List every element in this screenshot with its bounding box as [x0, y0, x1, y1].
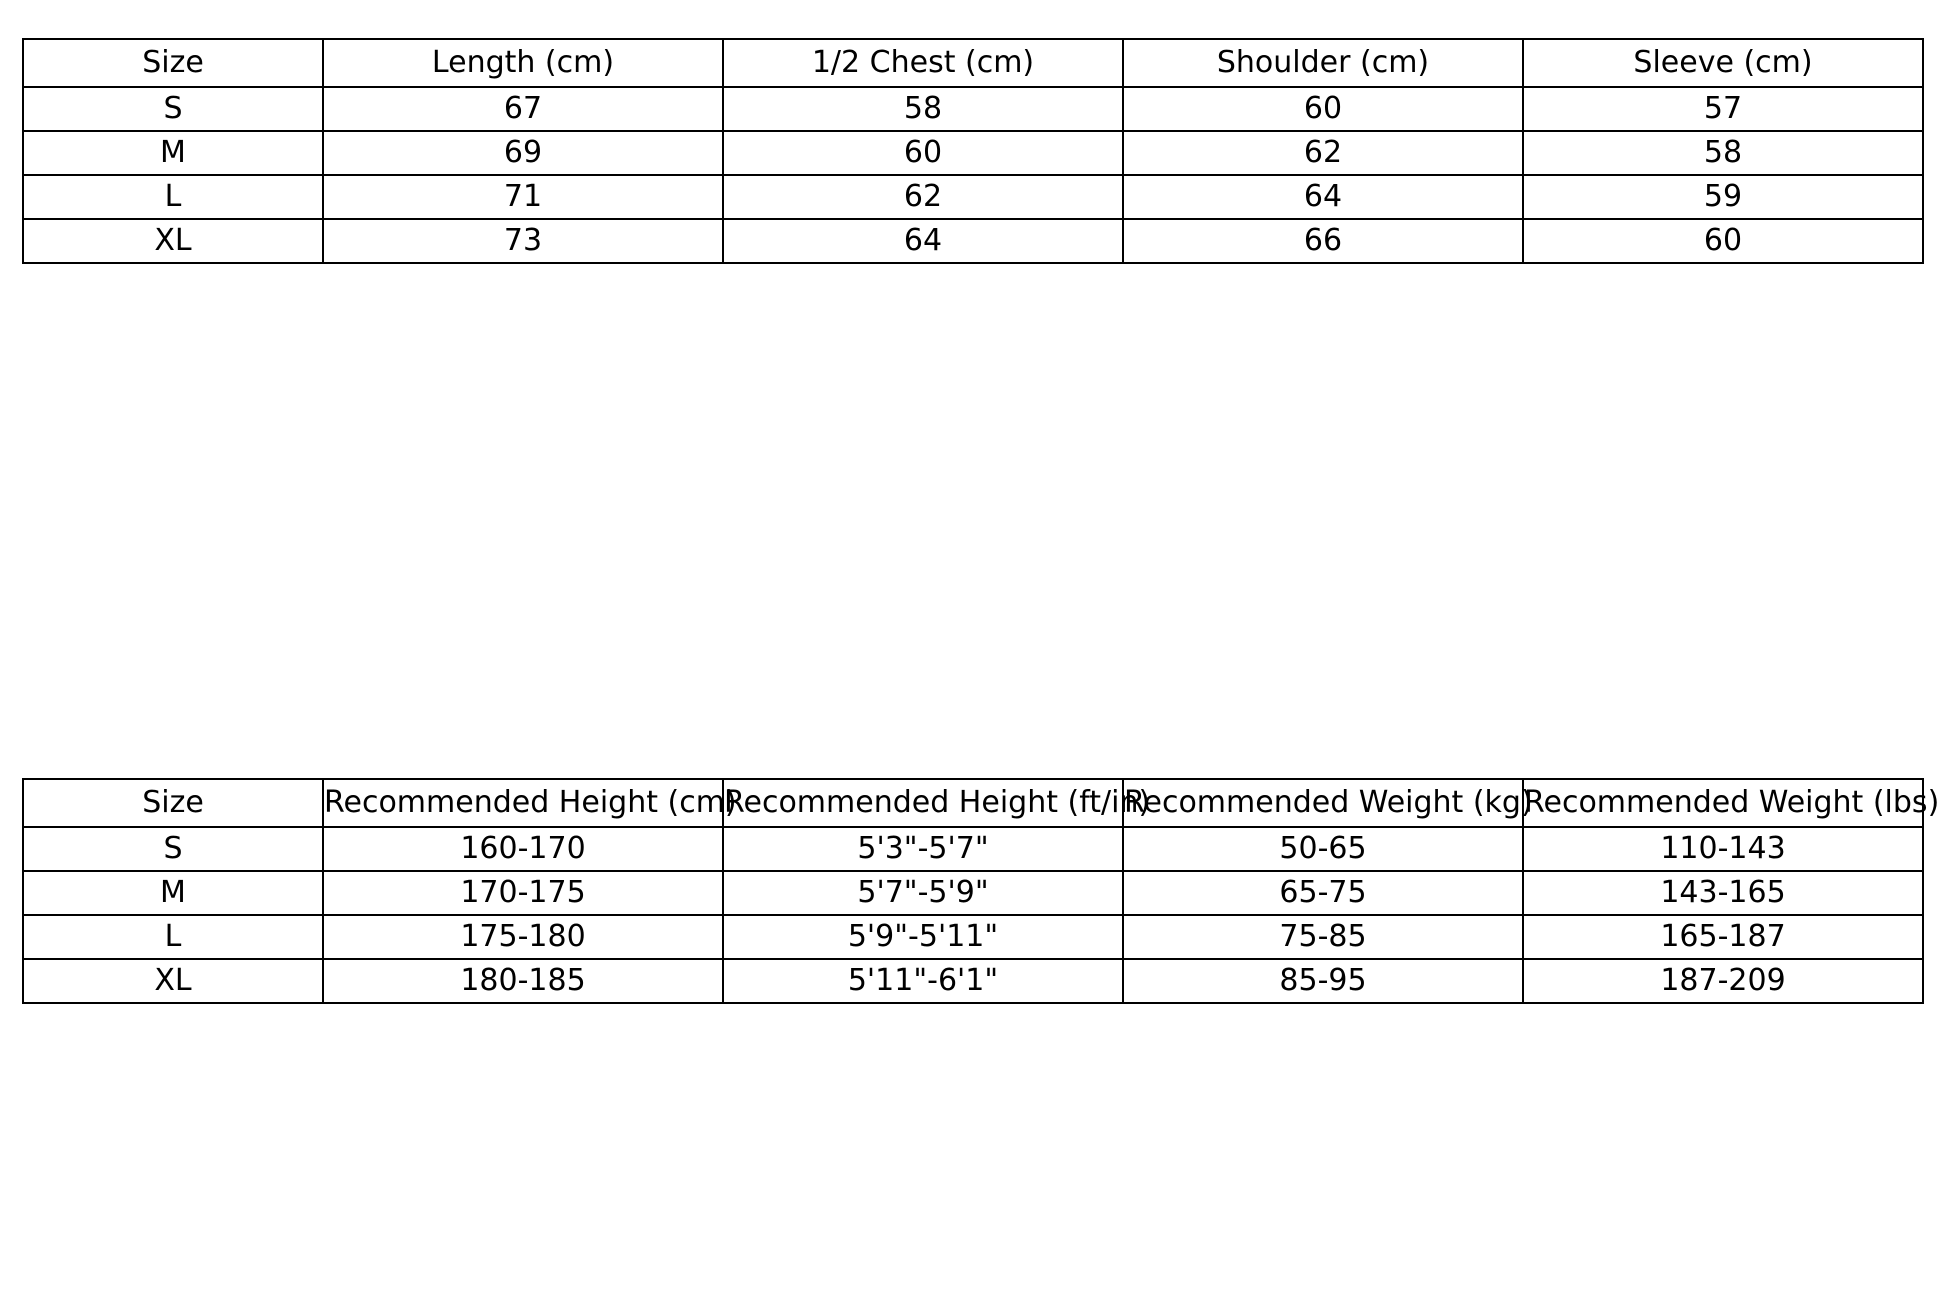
- table-row: [23, 87, 1923, 131]
- cell-size: L: [23, 175, 323, 219]
- cell-length: 69: [323, 131, 723, 175]
- cell-shoulder: 66: [1123, 219, 1523, 263]
- cell-length: 73: [323, 219, 723, 263]
- table-row: [23, 959, 1923, 1003]
- cell-shoulder: 60: [1123, 87, 1523, 131]
- table-row: [23, 871, 1923, 915]
- cell-length: 67: [323, 87, 723, 131]
- cell-sleeve: 57: [1523, 87, 1923, 131]
- cell-height-ftin: 5'11"-6'1": [723, 959, 1123, 1003]
- column-header-height-ftin: [723, 779, 1151, 827]
- cell-shoulder: 62: [1123, 131, 1523, 175]
- column-header-height-ftin-label: Recommended Height (ft/in): [724, 785, 1151, 820]
- cell-size: L: [23, 915, 323, 959]
- cell-weight-lbs: 165-187: [1523, 915, 1923, 959]
- cell-height-cm: 180-185: [323, 959, 723, 1003]
- column-header-half-chest: 1/2 Chest (cm): [723, 39, 1123, 87]
- column-header-weight-lbs-label: Recommended Weight (lbs): [1524, 785, 1940, 820]
- column-header-size-label: Size: [142, 785, 204, 820]
- table-header-row: [23, 779, 1923, 827]
- table-row: [23, 175, 1923, 219]
- table-header-row: [23, 39, 1923, 87]
- cell-weight-kg: 50-65: [1123, 827, 1523, 871]
- cell-half-chest: 62: [723, 175, 1123, 219]
- cell-size: S: [23, 827, 323, 871]
- column-header-height-cm: [323, 779, 737, 827]
- table-row: [23, 915, 1923, 959]
- cell-height-cm: 175-180: [323, 915, 723, 959]
- cell-length: 71: [323, 175, 723, 219]
- column-header-length: Length (cm): [323, 39, 723, 87]
- column-header-height-cm-label: Recommended Height (cm): [324, 785, 737, 820]
- cell-height-ftin: 5'9"-5'11": [723, 915, 1123, 959]
- table-row: [23, 131, 1923, 175]
- cell-height-ftin: 5'7"-5'9": [723, 871, 1123, 915]
- cell-size: XL: [23, 959, 323, 1003]
- column-header-sleeve: Sleeve (cm): [1523, 39, 1923, 87]
- cell-height-ftin: 5'3"-5'7": [723, 827, 1123, 871]
- cell-half-chest: 64: [723, 219, 1123, 263]
- cell-height-cm: 160-170: [323, 827, 723, 871]
- cell-size: M: [23, 131, 323, 175]
- cell-height-cm: 170-175: [323, 871, 723, 915]
- cell-weight-lbs: 110-143: [1523, 827, 1923, 871]
- column-header-weight-kg: [1123, 779, 1533, 827]
- cell-size: M: [23, 871, 323, 915]
- cell-weight-kg: 75-85: [1123, 915, 1523, 959]
- cell-weight-lbs: 143-165: [1523, 871, 1923, 915]
- cell-half-chest: 60: [723, 131, 1123, 175]
- column-header-weight-lbs: [1523, 779, 1940, 827]
- column-header-weight-kg-label: Recommended Weight (kg): [1124, 785, 1533, 820]
- cell-sleeve: 58: [1523, 131, 1923, 175]
- column-header-shoulder: Shoulder (cm): [1123, 39, 1523, 87]
- cell-weight-lbs: 187-209: [1523, 959, 1923, 1003]
- column-header-size: [23, 779, 323, 827]
- table-row: [23, 827, 1923, 871]
- cell-size: S: [23, 87, 323, 131]
- fit-recommendations-table: [22, 778, 1940, 1004]
- garment-measurements-table: [22, 38, 1924, 264]
- cell-weight-kg: 85-95: [1123, 959, 1523, 1003]
- cell-shoulder: 64: [1123, 175, 1523, 219]
- cell-half-chest: 58: [723, 87, 1123, 131]
- cell-size: XL: [23, 219, 323, 263]
- cell-sleeve: 60: [1523, 219, 1923, 263]
- cell-sleeve: 59: [1523, 175, 1923, 219]
- table-row: [23, 219, 1923, 263]
- cell-weight-kg: 65-75: [1123, 871, 1523, 915]
- column-header-size: Size: [23, 39, 323, 87]
